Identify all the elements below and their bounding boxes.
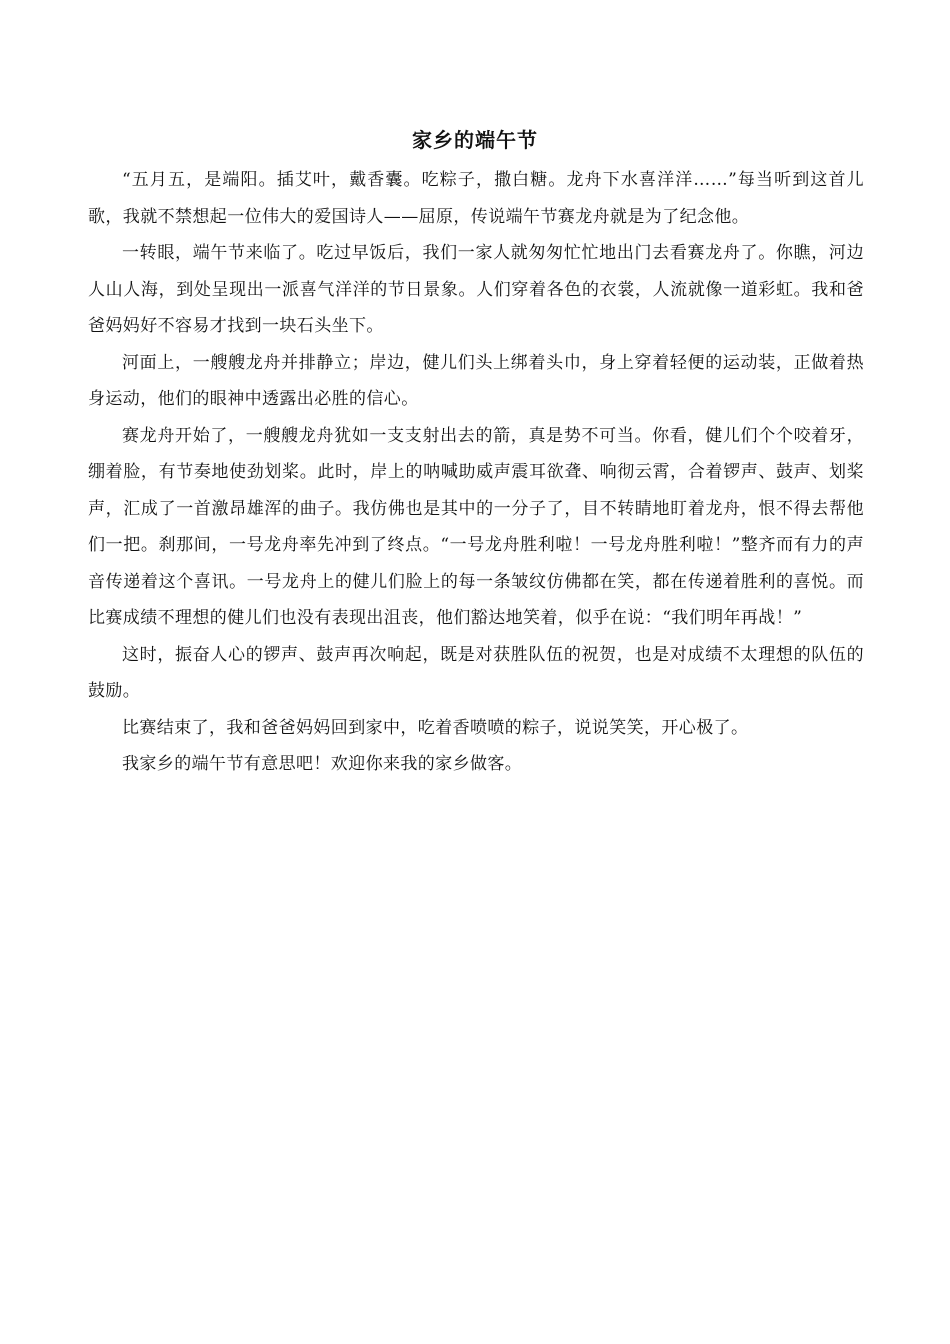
paragraph-2: 一转眼，端午节来临了。吃过早饭后，我们一家人就匆匆忙忙地出门去看赛龙舟了。你瞧，河边人山人海，到处呈现出一派喜气洋洋的节日景象。人们穿着各色的衣裳，人流就像一道彩虹。我和爸爸妈妈好不容易才找到一块石头坐下。 — [88, 243, 864, 336]
paragraph-5: 这时，振奋人心的锣声、鼓声再次响起，既是对获胜队伍的祝贺，也是对成绩不太理想的队伍的鼓励。 — [88, 644, 864, 701]
paragraph-6: 比赛结束了，我和爸爸妈妈回到家中，吃着香喷喷的粽子，说说笑笑，开心极了。 — [122, 717, 749, 738]
paragraph-4: 赛龙舟开始了，一艘艘龙舟犹如一支支射出去的箭，真是势不可当。你看，健儿们个个咬着牙，绷着脸，有节奏地使劲划桨。此时，岸上的呐喊助威声震耳欲聋、响彻云霄，合着锣声、鼓声、划桨声，汇成了一首激昂雄浑的曲子。我仿佛也是其中的一分子了，目不转睛地盯着龙舟，恨不得去帮他们一把。刹那间，一号龙舟率先冲到了终点。“一号龙舟胜利啦！一号龙舟胜利啦！”整齐而有力的声音传递着这个喜讯。一号龙舟上的健儿们脸上的每一条皱纹仿佛都在笑，都在传递着胜利的喜悦。而比赛成绩不理想的健儿们也没有表现出沮丧，他们豁达地笑着，似乎在说：“我们明年再战！” — [88, 425, 864, 628]
paragraph-1: “五月五，是端阳。插艾叶，戴香囊。吃粽子，撒白糖。龙舟下水喜洋洋……”每当听到这首儿歌，我就不禁想起一位伟大的爱国诗人——屈原，传说端午节赛龙舟就是为了纪念他。 — [88, 170, 864, 227]
essay-body — [88, 162, 864, 783]
paragraph-3: 河面上，一艘艘龙舟并排静立；岸边，健儿们头上绑着头巾，身上穿着轻便的运动装，正做着热身运动，他们的眼神中透露出必胜的信心。 — [88, 352, 864, 409]
paragraph-7: 我家乡的端午节有意思吧！欢迎你来我的家乡做客。 — [122, 754, 523, 774]
page-title: 家乡的端午节 — [412, 128, 538, 152]
